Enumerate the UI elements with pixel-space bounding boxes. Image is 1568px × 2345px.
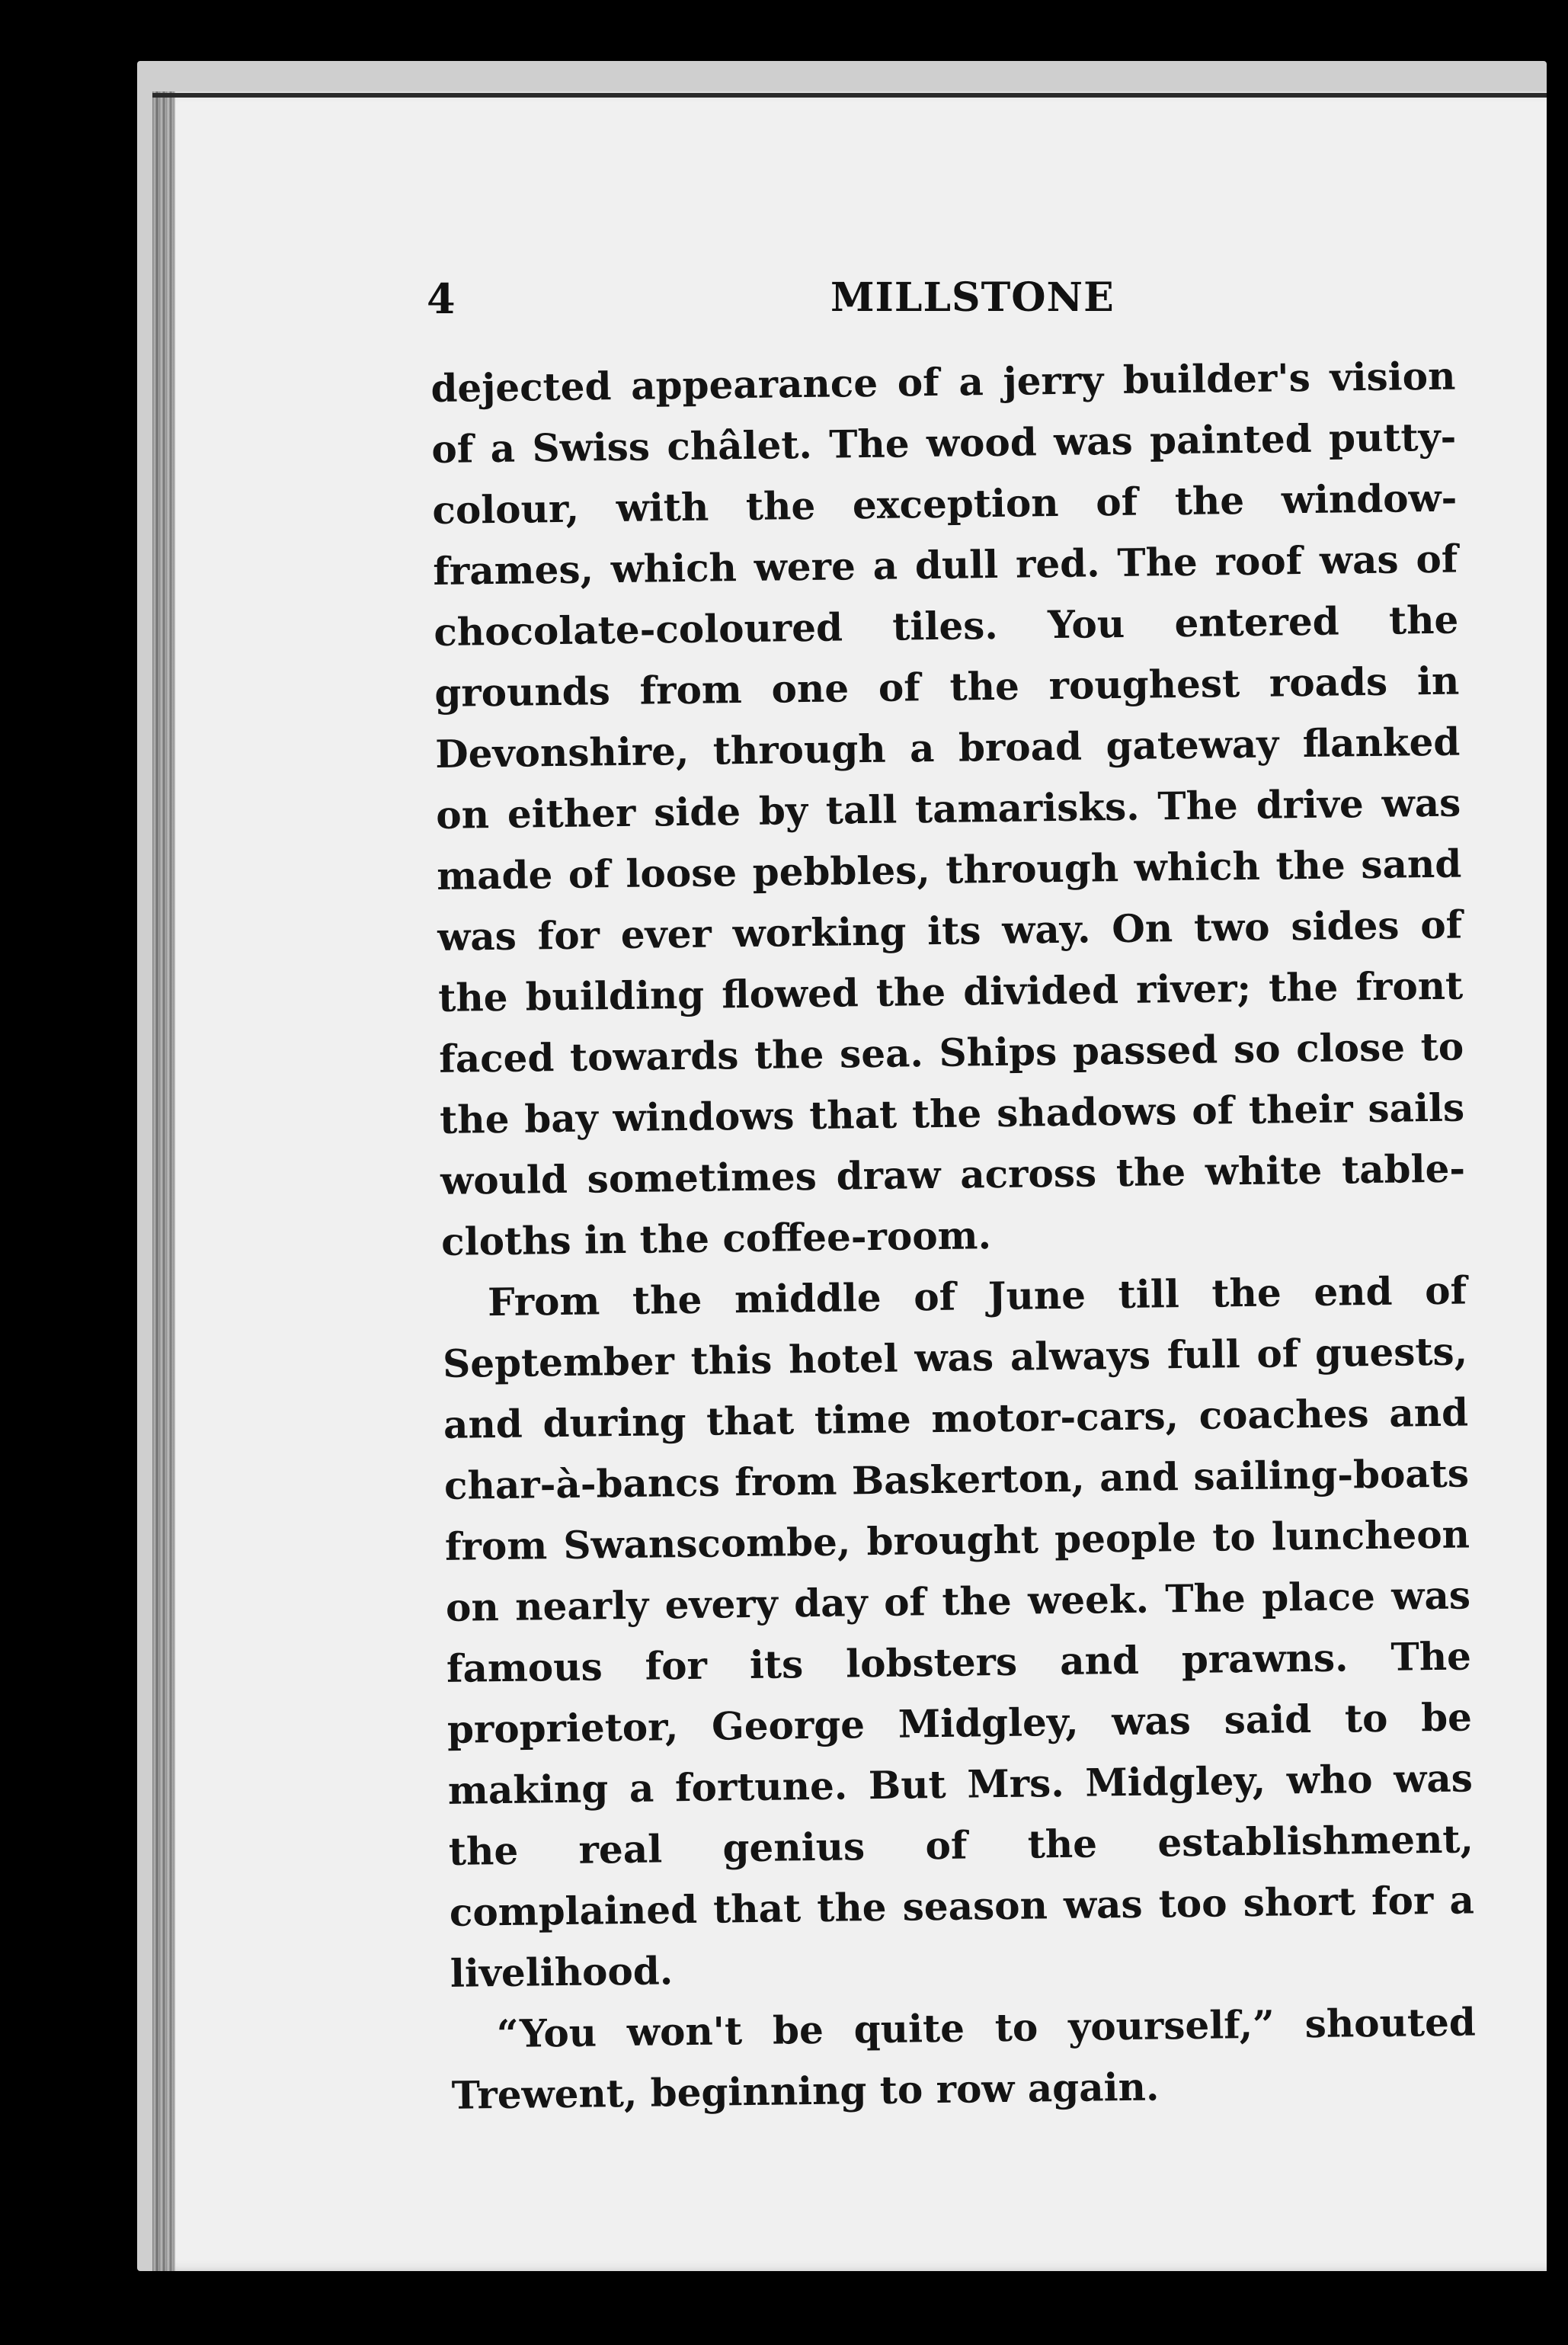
page-header [427, 274, 1463, 343]
running-title: MILLSTONE [830, 274, 1115, 321]
page-gutter [152, 91, 175, 2271]
paragraph: dejected appearance of a jerry builder's vision of a Swiss châlet. The wood was painted putty-colour, with the exception of the window-frames, which were a dull red. The roof was of chocolate-coloured tiles. You entered the grounds from one of the roughest roads in Devonshire, through a broad gateway flanked on either side by tall tamarisks. The drive was made of loose pebbles, through which the sand was for ever working its way. On two sides of the building flowed the divided river; the front faced towards the sea. Ships passed so close to the bay windows that the shadows of their sails would sometimes draw across the white table-cloths in the coffee-room. [430, 353, 1466, 1264]
paragraph: From the middle of June till the end of September this hotel was always full of guests, and during that time motor-cars, coaches and char-à-bancs from Baskerton, and sailing-boats from Swanscombe, brought people to luncheon on nearly every day of the week. The place was famous for its lobsters and prawns. The proprietor, George Midgley, was said to be making a fortune. But Mrs. Midgley, who was the real genius of the establishment, complained that the season was too short for a livelihood. [442, 1267, 1475, 1996]
paragraph: “You won't be quite to yourself,” shouted Trewent, beginning to row again. [451, 1999, 1477, 2118]
page-number: 4 [427, 274, 456, 323]
body-text [430, 346, 1477, 2126]
page-top-border [152, 93, 1547, 98]
